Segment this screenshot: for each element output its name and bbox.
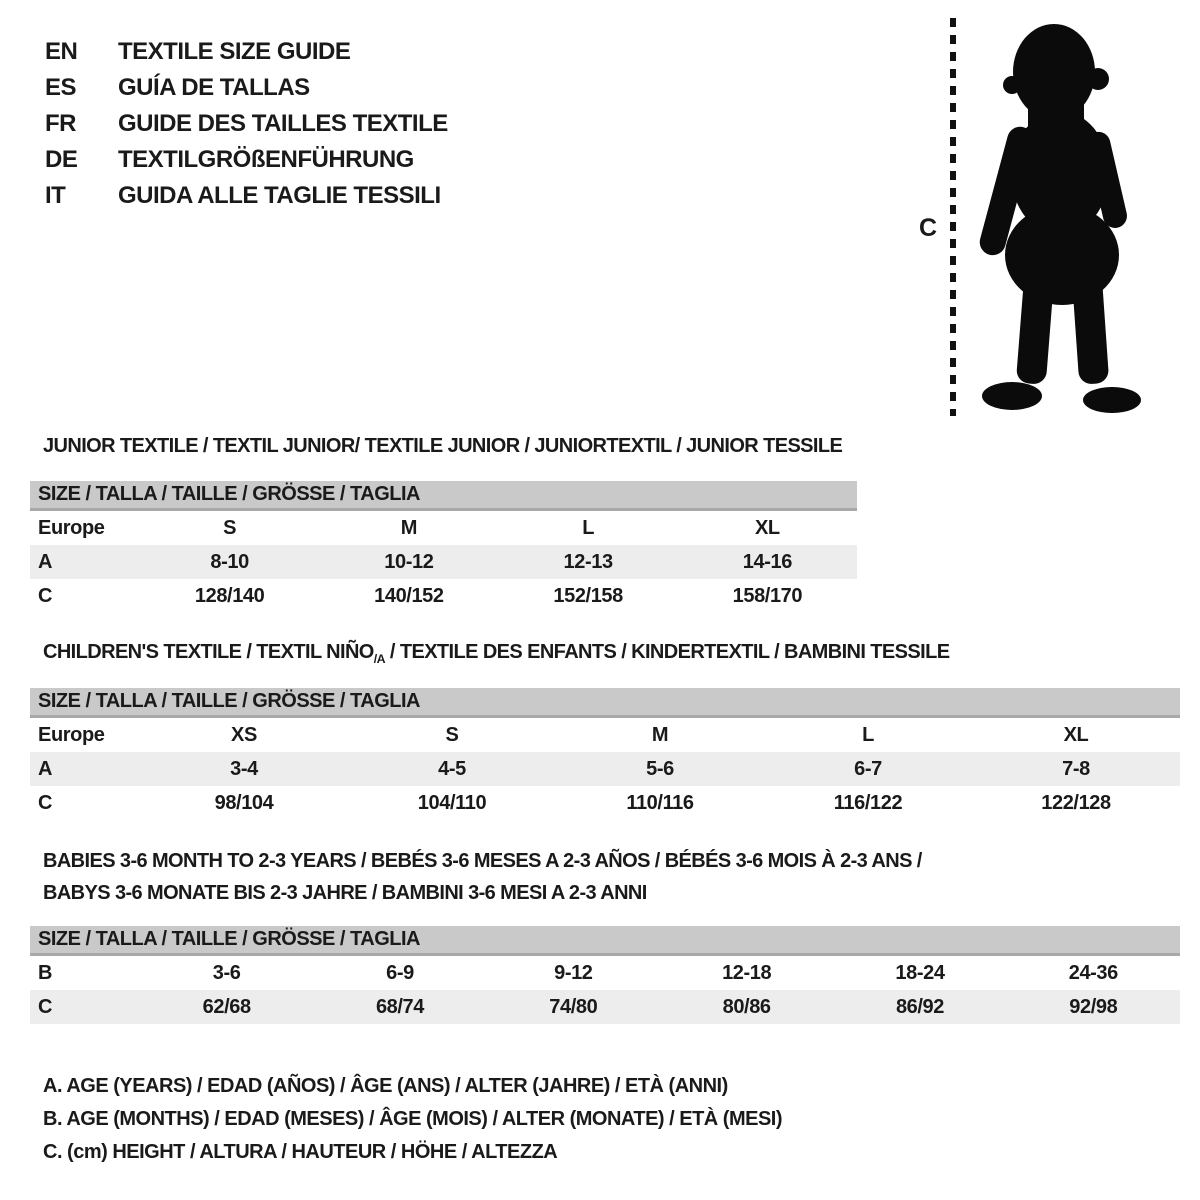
language-code: IT bbox=[45, 182, 66, 209]
size-cell: XL bbox=[1063, 724, 1089, 746]
size-cell: M bbox=[400, 517, 417, 539]
height-measure-label: C bbox=[918, 214, 938, 242]
size-cell: XL bbox=[754, 517, 780, 539]
value-cell: 4-5 bbox=[438, 758, 466, 780]
toddler-silhouette-icon bbox=[962, 14, 1142, 425]
height-measure-dashed-line bbox=[948, 16, 958, 423]
junior-section-heading: JUNIOR TEXTILE / TEXTIL JUNIOR/ TEXTILE JUNIOR / JUNIORTEXTIL / JUNIOR TESSILE bbox=[43, 435, 843, 457]
table-header-bar: SIZE / TALLA / TAILLE / GRÖSSE / TAGLIA bbox=[30, 481, 857, 511]
guide-title: TEXTILE SIZE GUIDE bbox=[118, 38, 351, 65]
heading-text: CHILDREN'S TEXTILE / TEXTIL NIÑO bbox=[43, 641, 374, 663]
value-cell: 92/98 bbox=[1069, 996, 1118, 1018]
guide-title: GUÍA DE TALLAS bbox=[118, 74, 310, 101]
value-cell: 86/92 bbox=[895, 996, 944, 1018]
value-cell: 98/104 bbox=[214, 792, 274, 814]
heading-text: / TEXTILE DES ENFANTS / KINDERTEXTIL / BAMBINI TESSILE bbox=[384, 641, 950, 663]
language-row bbox=[45, 142, 448, 178]
language-code: ES bbox=[45, 74, 77, 101]
row-label: Europe bbox=[38, 517, 105, 539]
row-label: C bbox=[38, 996, 53, 1018]
value-cell: 104/110 bbox=[417, 792, 487, 814]
row-label: C bbox=[38, 585, 53, 607]
value-cell: 5-6 bbox=[646, 758, 674, 780]
language-title-block bbox=[45, 34, 448, 214]
heading-line: BABIES 3-6 MONTH TO 2-3 YEARS / BEBÉS 3-6 MESES A 2-3 AÑOS / BÉBÉS 3-6 MOIS À 2-3 ANS / bbox=[43, 850, 922, 872]
babies-section-heading bbox=[43, 845, 922, 909]
guide-title: TEXTILGRÖßENFÜHRUNG bbox=[118, 146, 414, 173]
value-cell: 62/68 bbox=[202, 996, 251, 1018]
table-header-bar: SIZE / TALLA / TAILLE / GRÖSSE / TAGLIA bbox=[30, 926, 1180, 956]
babies-size-table bbox=[30, 926, 1180, 1024]
children-section-heading bbox=[43, 641, 949, 666]
value-cell: 6-9 bbox=[386, 962, 414, 984]
value-cell: 122/128 bbox=[1041, 792, 1111, 814]
value-cell: 12-13 bbox=[563, 551, 613, 573]
value-cell: 140/152 bbox=[374, 585, 444, 607]
language-code: FR bbox=[45, 110, 76, 137]
children-size-table bbox=[30, 688, 1180, 820]
value-cell: 9-12 bbox=[554, 962, 593, 984]
legend-line-b: B. AGE (MONTHS) / EDAD (MESES) / ÂGE (MOIS) / ALTER (MONATE) / ETÀ (MESI) bbox=[43, 1108, 783, 1130]
row-label: Europe bbox=[38, 724, 105, 746]
table-row bbox=[30, 511, 857, 545]
value-cell: 74/80 bbox=[549, 996, 598, 1018]
value-cell: 18-24 bbox=[895, 962, 945, 984]
table-row bbox=[30, 579, 857, 613]
value-cell: 7-8 bbox=[1062, 758, 1090, 780]
guide-title: GUIDE DES TAILLES TEXTILE bbox=[118, 110, 448, 137]
language-row bbox=[45, 178, 448, 214]
value-cell: 10-12 bbox=[384, 551, 434, 573]
size-cell: S bbox=[445, 724, 459, 746]
legend-line-c: C. (cm) HEIGHT / ALTURA / HAUTEUR / HÖHE / ALTEZZA bbox=[43, 1141, 558, 1163]
language-row bbox=[45, 106, 448, 142]
value-cell: 68/74 bbox=[375, 996, 425, 1018]
row-label: C bbox=[38, 792, 53, 814]
language-code: DE bbox=[45, 146, 78, 173]
row-label: A bbox=[38, 758, 53, 780]
value-cell: 8-10 bbox=[210, 551, 249, 573]
heading-line: BABYS 3-6 MONATE BIS 2-3 JAHRE / BAMBINI 3-6 MESI A 2-3 ANNI bbox=[43, 882, 647, 904]
size-cell: M bbox=[651, 724, 669, 746]
value-cell: 152/158 bbox=[553, 585, 623, 607]
value-cell: 6-7 bbox=[854, 758, 882, 780]
value-cell: 3-6 bbox=[212, 962, 241, 984]
table-row bbox=[30, 545, 857, 579]
legend-block bbox=[43, 1070, 782, 1169]
value-cell: 80/86 bbox=[722, 996, 771, 1018]
size-cell: L bbox=[582, 517, 595, 539]
language-row bbox=[45, 70, 448, 106]
value-cell: 116/122 bbox=[833, 792, 903, 814]
value-cell: 14-16 bbox=[742, 551, 792, 573]
value-cell: 24-36 bbox=[1068, 962, 1118, 984]
language-code: EN bbox=[45, 38, 78, 65]
table-header-bar: SIZE / TALLA / TAILLE / GRÖSSE / TAGLIA bbox=[30, 688, 1180, 718]
table-row bbox=[30, 718, 1180, 752]
value-cell: 110/116 bbox=[626, 792, 694, 814]
language-row bbox=[45, 34, 448, 70]
row-label: B bbox=[38, 962, 53, 984]
value-cell: 3-4 bbox=[230, 758, 258, 780]
row-label: A bbox=[38, 551, 53, 573]
guide-title: GUIDA ALLE TAGLIE TESSILI bbox=[118, 182, 441, 209]
legend-line-a: A. AGE (YEARS) / EDAD (AÑOS) / ÂGE (ANS) / ALTER (JAHRE) / ETÀ (ANNI) bbox=[43, 1075, 728, 1097]
value-cell: 128/140 bbox=[194, 585, 265, 607]
junior-size-table bbox=[30, 481, 857, 613]
value-cell: 12-18 bbox=[722, 962, 772, 984]
size-cell: L bbox=[862, 724, 874, 746]
size-cell: XS bbox=[231, 724, 257, 746]
table-row bbox=[30, 752, 1180, 786]
heading-subscript: /A bbox=[373, 652, 385, 666]
table-row bbox=[30, 956, 1180, 990]
value-cell: 158/170 bbox=[732, 585, 803, 607]
table-row bbox=[30, 786, 1180, 820]
size-cell: S bbox=[223, 517, 237, 539]
table-row bbox=[30, 990, 1180, 1024]
